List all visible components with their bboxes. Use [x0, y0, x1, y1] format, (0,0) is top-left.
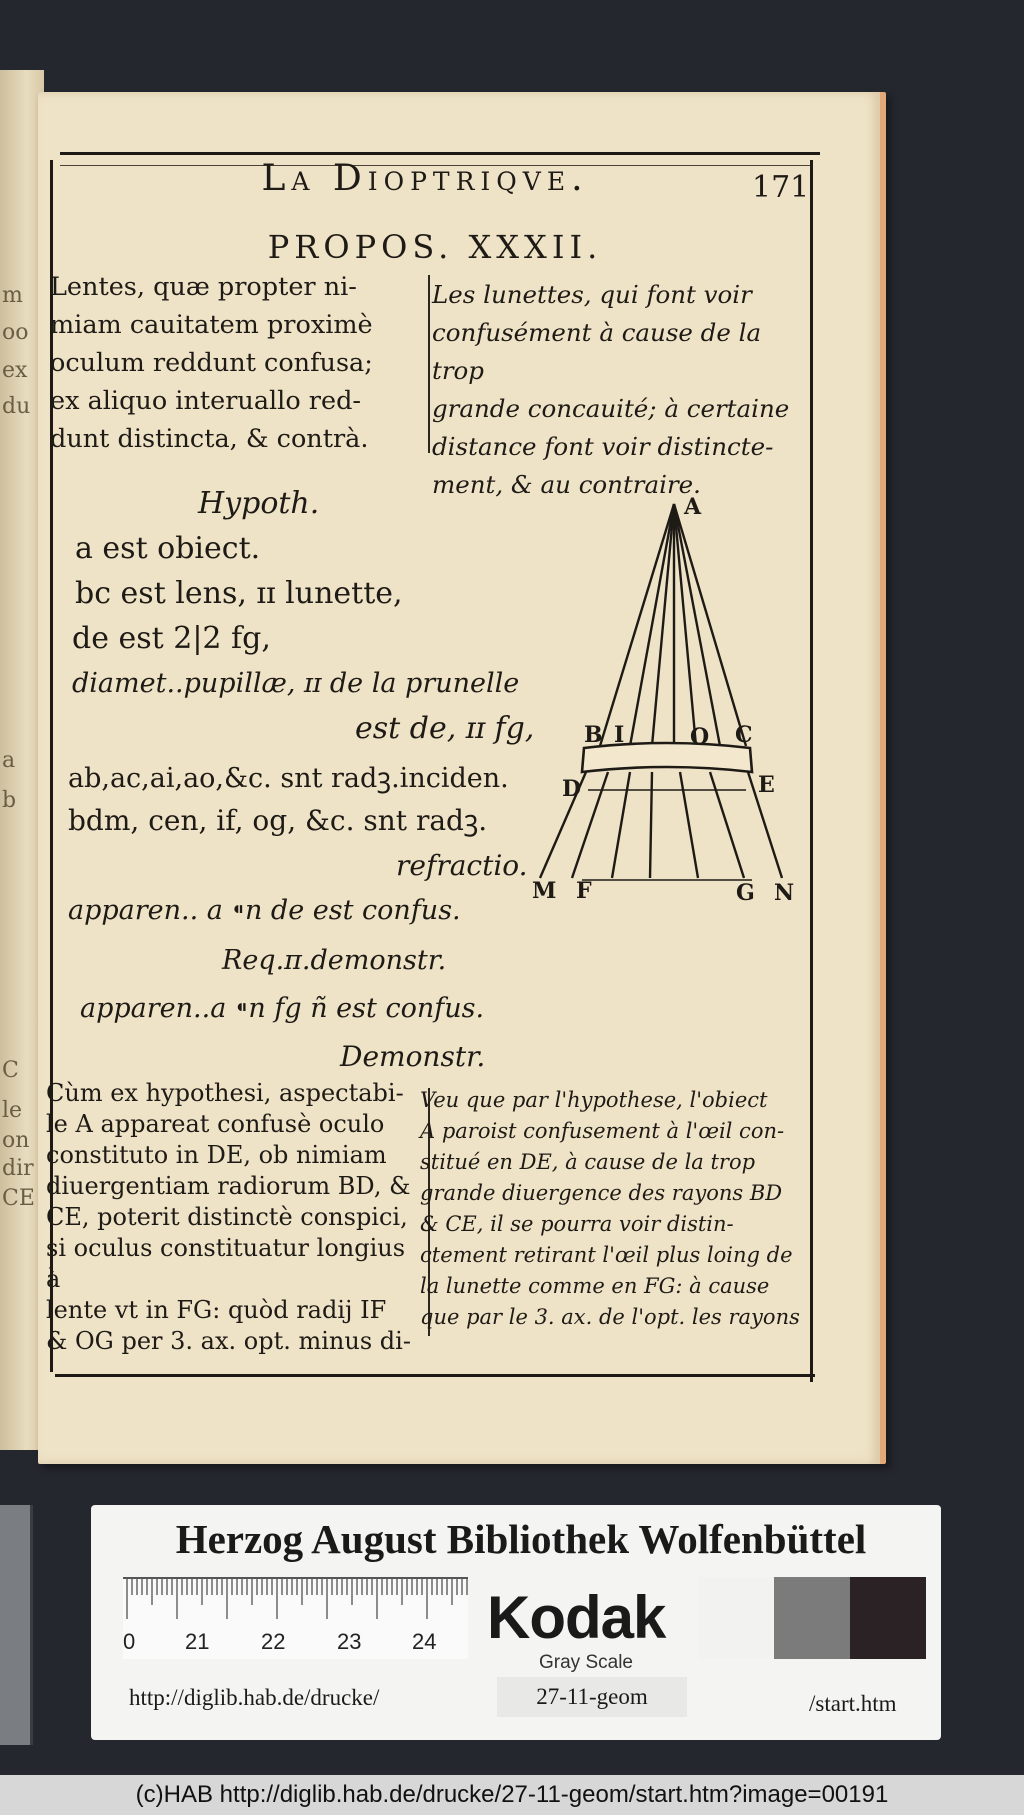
demonstration-french-line: grande diuergence des rayons BD — [420, 1181, 783, 1205]
demonstration-heading: Demonstr. — [340, 1040, 486, 1073]
demonstration-latin-line: si oculus constituatur longius à — [46, 1234, 406, 1293]
demonstration-latin-line: constituto in DE, ob nimiam — [46, 1141, 387, 1169]
hypothesis-line: refractio. — [396, 849, 528, 882]
demonstration-french-line: la lunette comme en FG: à cause — [420, 1274, 770, 1298]
demonstration-latin-line: diuergentiam radiorum BD, & — [46, 1172, 411, 1200]
demonstration-french-line: ctement retirant l'œil plus loing de — [420, 1243, 793, 1267]
diagram-label-A: A — [684, 494, 702, 520]
library-name: Herzog August Bibliothek Wolfenbüttel — [175, 1516, 867, 1562]
statement-french-line: grande concauité; à certaine — [432, 394, 790, 423]
color-target-card — [91, 1505, 941, 1740]
statement-french-line: confusément à cause de la trop — [432, 318, 762, 385]
diagram-label-I: I — [614, 722, 625, 748]
ruler-label: 0 — [123, 1629, 136, 1654]
demonstration-latin-line: le A appareat confusè oculo — [46, 1110, 385, 1138]
demonstration-french-line: stitué en DE, à cause de la trop — [420, 1150, 756, 1174]
hypothesis-line: ab,ac,ai,ao,&c. snt radꝫ.inciden. — [68, 763, 509, 794]
hypothesis-line: est de, ɪɪ fg, — [355, 711, 535, 746]
hypothesis-line: a est obiect. — [75, 531, 261, 566]
demonstration-latin-line: CE, poterit distinctè conspici, — [46, 1203, 408, 1231]
statement-column-divider — [428, 275, 430, 453]
demonstration-latin — [46, 1078, 416, 1357]
hypothesis-line: apparen.. a ⁌n de est confus. — [68, 895, 461, 926]
statement-latin-line: dunt distincta, & contrà. — [50, 424, 369, 454]
diagram-label-O: O — [690, 724, 710, 750]
proposition-title: PROPOS. XXXII. — [267, 228, 603, 266]
statement-latin-line: ex aliquo interuallo red- — [50, 386, 362, 416]
statement-french-line: ment, & au contraire. — [432, 470, 701, 499]
ruler-label: 24 — [412, 1629, 437, 1654]
statement-latin — [50, 268, 426, 458]
gray-scale-label: Gray Scale — [539, 1652, 633, 1673]
statement-latin-line: miam cauitatem proximè — [50, 310, 373, 340]
demonstration-french-line: que par le 3. ax. de l'opt. les rayons — [420, 1305, 800, 1329]
hypothesis-line: de est 2|2 fg, — [72, 621, 271, 656]
diagram-label-B: B — [584, 722, 603, 748]
demonstration-french-line: A paroist confusement à l'œil con- — [420, 1119, 785, 1143]
page-frame-top — [60, 152, 820, 155]
hypothesis-line: diamet..pupillæ, ɪɪ de la prunelle — [72, 668, 520, 699]
hypothesis-line: bdm, cen, if, og, &c. snt radꝫ. — [68, 804, 488, 837]
diagram-label-G: G — [736, 880, 755, 906]
book-spine — [0, 1505, 33, 1745]
ruler-ticks — [123, 1579, 468, 1624]
required-heading: Req.π.demonstr. — [222, 945, 447, 976]
diagram-label-M: M — [532, 878, 557, 904]
required-line: apparen..a ⁌n fg ñ est confus. — [80, 993, 485, 1024]
ruler-label: 22 — [261, 1629, 286, 1654]
statement-latin-line: oculum reddunt confusa; — [50, 348, 373, 378]
statement-french — [432, 276, 812, 504]
kodak-brand: Kodak — [487, 1584, 666, 1651]
demonstration-latin-line: Cùm ex hypothesi, aspectabi- — [46, 1079, 404, 1107]
statement-latin-line: Lentes, quæ propter ni- — [50, 272, 357, 302]
demonstration-latin-line: lente vt in FG: quòd radij IF — [46, 1296, 387, 1324]
page-frame-bottom — [55, 1374, 815, 1377]
url-prefix: http://diglib.hab.de/drucke/ — [129, 1685, 380, 1710]
ruler-label: 21 — [185, 1629, 210, 1654]
hypothesis-heading: Hypoth. — [198, 486, 320, 521]
caption-bar — [0, 1775, 1024, 1815]
copyright-caption: (c)HAB http://diglib.hab.de/drucke/27-11-geom/start.htm?image=00191 — [135, 1781, 889, 1808]
statement-french-line: Les lunettes, qui font voir — [432, 280, 752, 309]
diagram-label-E: E — [758, 772, 775, 798]
url-code: 27-11-geom — [497, 1677, 687, 1717]
statement-french-line: distance font voir distincte- — [432, 432, 774, 461]
demonstration-french — [420, 1085, 802, 1333]
demonstration-latin-line: & OG per 3. ax. opt. minus di- — [46, 1327, 411, 1355]
measurement-ruler — [123, 1577, 468, 1659]
diagram-label-C: C — [735, 722, 753, 748]
hypothesis-line: bc est lens, ɪɪ lunette, — [75, 576, 403, 611]
demonstration-french-line: Veu que par l'hypothese, l'obiect — [420, 1088, 768, 1112]
gray-swatch-light — [698, 1577, 774, 1659]
diagram-label-D: D — [562, 776, 582, 802]
url-suffix: /start.htm — [809, 1691, 897, 1716]
adjacent-page-sliver: m oo ex du a b C le on dir CE — [0, 70, 44, 1450]
running-header: La Dioptriqve. — [261, 158, 589, 199]
page-number: 171 — [752, 170, 810, 205]
diagram-label-F: F — [576, 878, 592, 904]
gray-swatch-dark — [850, 1577, 926, 1659]
demonstration-french-line: & CE, il se pourra voir distin- — [420, 1212, 734, 1236]
gray-swatch-mid — [774, 1577, 850, 1659]
diagram-label-N: N — [774, 880, 795, 906]
ruler-label: 23 — [337, 1629, 362, 1654]
lens-ray-diagram — [530, 490, 805, 910]
